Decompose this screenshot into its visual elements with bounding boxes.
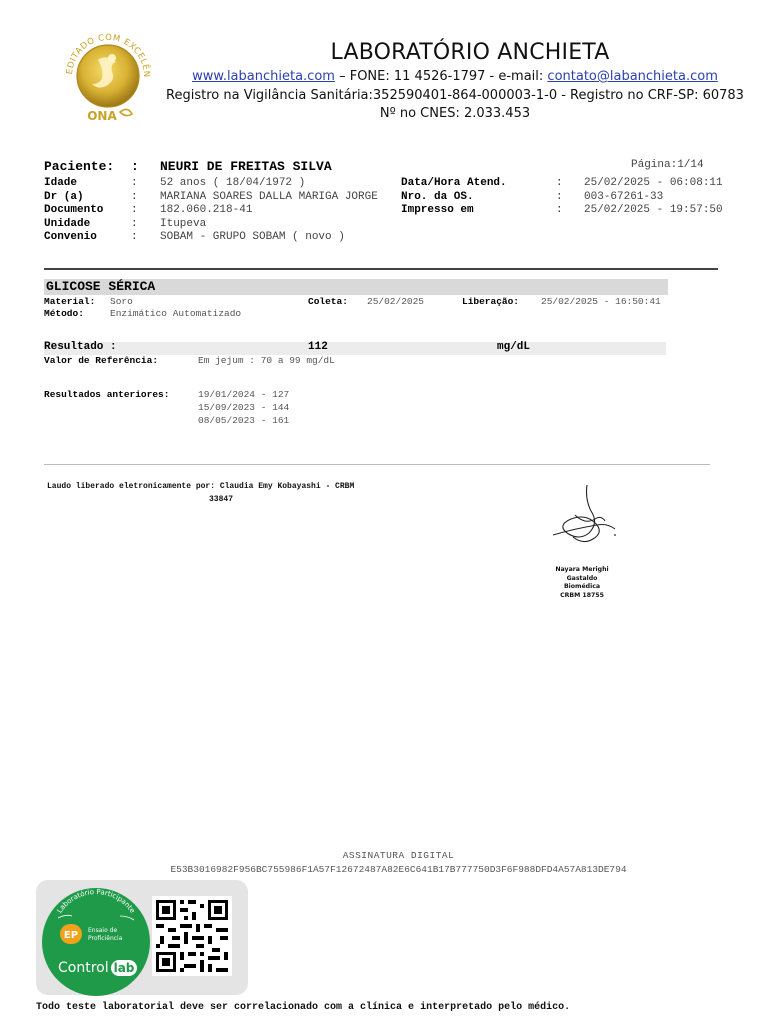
- material-label: Material:: [44, 296, 96, 307]
- doctor-value: MARIANA SOARES DALLA MARIGA JORGE: [160, 191, 378, 203]
- registry-line: Registro na Vigilância Sanitária:352590401-864-000003-1-0 - Registro no CRF-SP: 60783: [166, 88, 744, 103]
- controllab-seal: [38, 884, 152, 996]
- doctor-label: Dr (a): [44, 191, 84, 203]
- insurance-colon: :: [131, 231, 138, 243]
- brand-control: Control: [58, 960, 109, 976]
- previous-result: 15/09/2023 - 144: [198, 402, 290, 413]
- result-value: 112: [308, 341, 328, 353]
- email-link[interactable]: contato@labanchieta.com: [547, 69, 718, 84]
- signature-block: [541, 481, 623, 599]
- signer-crbm: CRBM 18755: [560, 591, 604, 599]
- controllab-seal-icon: [38, 884, 152, 996]
- badge-arc-text: Laboratório Participante: [55, 887, 137, 915]
- website-link[interactable]: www.labanchieta.com: [192, 69, 335, 84]
- patient-label: Paciente:: [44, 159, 115, 174]
- seal-brand: ONA: [87, 109, 117, 123]
- service-date-value: 25/02/2025 - 06:08:11: [584, 177, 723, 189]
- release-crbm: 33847: [209, 495, 234, 504]
- document-colon: :: [131, 204, 138, 216]
- os-number-value: 003-67261-33: [584, 191, 664, 203]
- material-value: Soro: [110, 296, 133, 307]
- result-bar: [44, 342, 666, 355]
- ep-text-2: Proficiência: [88, 935, 123, 942]
- patient-colon: :: [131, 159, 139, 174]
- patient-name: NEURI DE FREITAS SILVA: [160, 159, 332, 174]
- service-date-colon: :: [556, 177, 563, 189]
- phone-text: – FONE: 11 4526-1797 - e-mail:: [334, 69, 548, 84]
- collection-label: Coleta:: [308, 296, 348, 307]
- release-label: Liberação:: [462, 296, 520, 307]
- method-label: Método:: [44, 308, 84, 319]
- reference-label: Valor de Referência:: [44, 355, 159, 366]
- lab-name: LABORATÓRIO ANCHIETA: [330, 40, 610, 65]
- unit-value: Itupeva: [160, 218, 207, 230]
- insurance-value: SOBAM - GRUPO SOBAM ( novo ): [160, 231, 345, 243]
- ep-text-1: Ensaio de: [88, 927, 118, 934]
- cnes-line: Nº no CNES: 2.033.453: [379, 106, 531, 121]
- unit-label: Unidade: [44, 218, 91, 230]
- doctor-colon: :: [131, 191, 138, 203]
- printed-label: Impresso em: [401, 204, 474, 216]
- release-divider: [44, 464, 710, 465]
- release-statement: Laudo liberado eletronicamente por: Claudia Emy Kobayashi - CRBM: [47, 482, 355, 491]
- exam-title: GLICOSE SÉRICA: [46, 279, 156, 294]
- os-number-label: Nro. da OS.: [401, 191, 474, 203]
- method-value: Enzimático Automatizado: [110, 308, 242, 319]
- insurance-label: Convenio: [44, 231, 97, 243]
- os-number-colon: :: [556, 191, 563, 203]
- digital-signature-hash: E53B3016982F956BC755986F1A57F12672487A82E6C641B17B777750D3F6F988DFD4A57A813DE794: [170, 864, 627, 875]
- brand-lab: lab: [113, 961, 135, 975]
- contact-line: [160, 69, 750, 84]
- ep-mark: EP: [63, 930, 79, 941]
- previous-result: 08/05/2023 - 161: [198, 415, 290, 426]
- printed-value: 25/02/2025 - 19:57:50: [584, 204, 723, 216]
- qr-code[interactable]: [152, 896, 232, 976]
- age-colon: :: [131, 177, 138, 189]
- service-date-label: Data/Hora Atend.: [401, 177, 507, 189]
- signer-role: Biomédica: [563, 583, 601, 590]
- section-divider: [44, 268, 718, 270]
- signer-name: Nayara Merighi Gastaldo: [555, 566, 609, 582]
- age-value: 52 anos ( 18/04/1972 ): [160, 177, 306, 189]
- handwritten-signature-icon: [541, 481, 623, 561]
- previous-result: 19/01/2024 - 127: [198, 389, 290, 400]
- collection-value: 25/02/2025: [367, 296, 425, 307]
- document-label: Documento: [44, 204, 104, 216]
- unit-colon: :: [131, 218, 138, 230]
- result-unit: mg/dL: [497, 341, 531, 353]
- result-label: Resultado :: [44, 341, 117, 353]
- previous-results-label: Resultados anteriores:: [44, 389, 170, 400]
- seal-arc-text: EDITADO COM EXCELÊN: [64, 32, 152, 78]
- page-number: Página:1/14: [631, 159, 704, 171]
- age-label: Idade: [44, 177, 78, 189]
- document-value: 182.060.218-41: [160, 204, 253, 216]
- qr-code-icon: [152, 896, 232, 976]
- accreditation-seal: [58, 32, 158, 124]
- release-value: 25/02/2025 - 16:50:41: [541, 296, 661, 307]
- ona-seal-icon: [58, 32, 158, 124]
- digital-signature-title: ASSINATURA DIGITAL: [342, 850, 455, 861]
- footer-disclaimer: Todo teste laboratorial deve ser correlacionado com a clínica e interpretado pelo médico.: [36, 1002, 571, 1013]
- reference-value: Em jejum : 70 a 99 mg/dL: [198, 355, 335, 366]
- printed-colon: :: [556, 204, 563, 216]
